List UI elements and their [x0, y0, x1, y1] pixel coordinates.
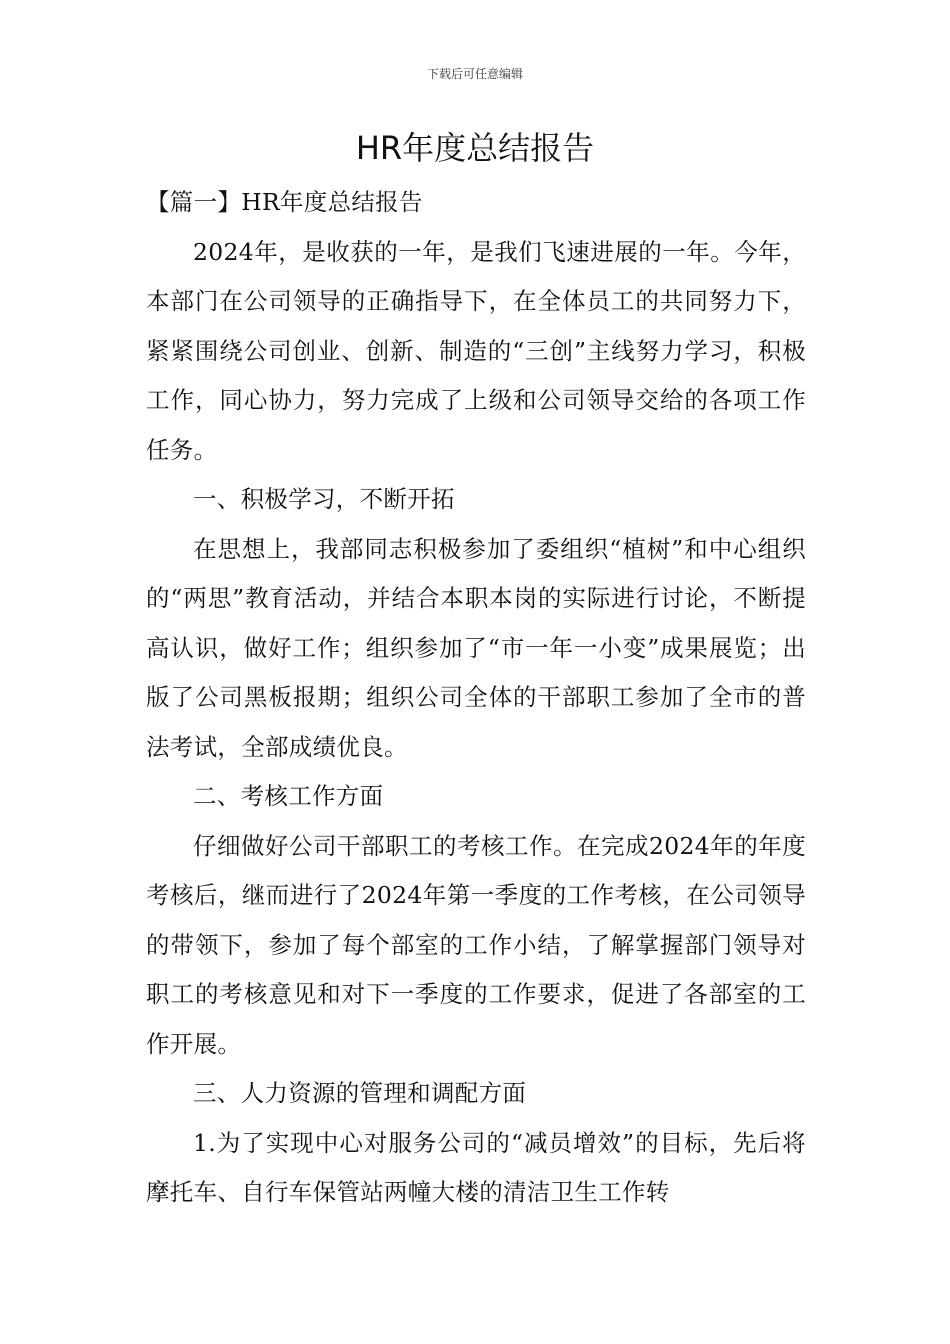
document-title: HR年度总结报告: [355, 129, 595, 167]
heading-study: 一、积极学习，不断开拓: [193, 485, 455, 513]
paragraph-study: 在思想上，我部同志积极参加了委组织“植树”和中心组织的“两思”教育活动，并结合本职本岗的实际进行讨论，不断提高认识，做好工作；组织参加了“市一年一小变”成果展览；出版了公司黑板报期；组织公司全体的干部职工参加了全市的普法考试，全部成绩优良。: [146, 534, 806, 761]
paragraph-assessment: 仔细做好公司干部职工的考核工作。在完成2024年的年度考核后，继而进行了2024年第一季度的工作考核，在公司领导的带领下，参加了每个部室的工作小结，了解掌握部门领导对职工的考核意见和对下一季度的工作要求，促进了各部室的工作开展。: [146, 831, 806, 1058]
section-label: 【篇一】HR年度总结报告: [146, 188, 423, 216]
paragraph-hr-management: 1.为了实现中心对服务公司的“减员增效”的目标，先后将摩托车、自行车保管站两幢大楼的清洁卫生工作转: [146, 1128, 806, 1206]
document-body: [146, 178, 806, 1218]
heading-assessment: 二、考核工作方面: [193, 782, 384, 810]
header-note: 下载后可任意编辑: [426, 67, 523, 81]
paragraph-intro: 2024年，是收获的一年，是我们飞速进展的一年。今年，本部门在公司领导的正确指导下，在全体员工的共同努力下，紧紧围绕公司创业、创新、制造的“三创”主线努力学习，积极工作，同心协力，努力完成了上级和公司领导交给的各项工作任务。: [146, 237, 806, 464]
heading-hr-management: 三、人力资源的管理和调配方面: [193, 1079, 527, 1107]
